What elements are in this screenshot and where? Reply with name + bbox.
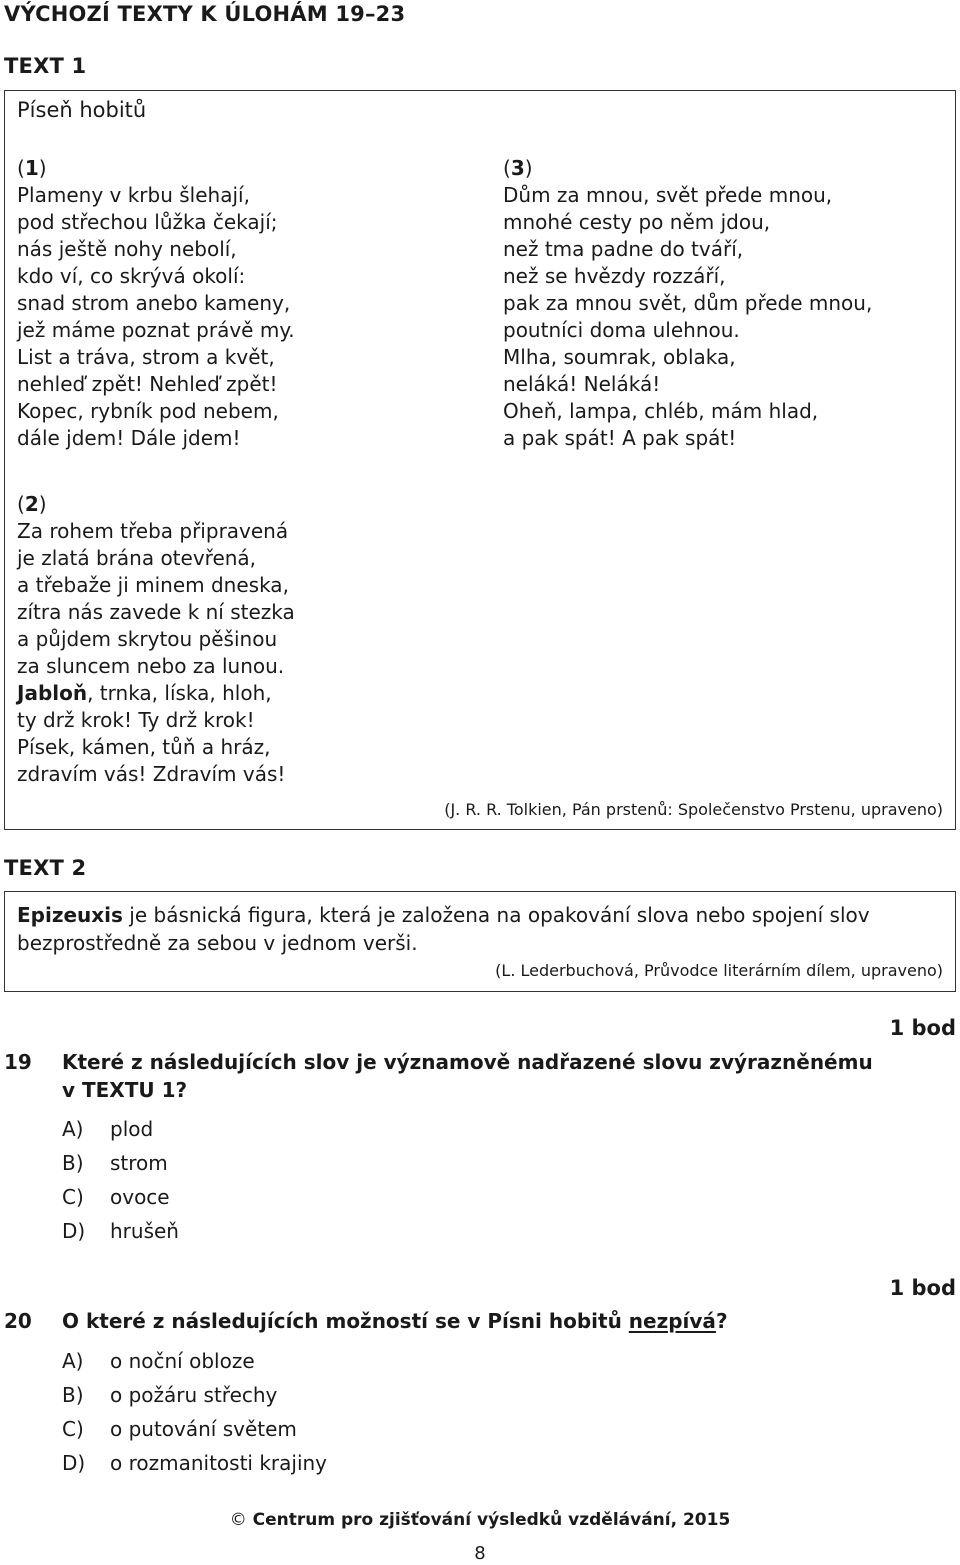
answer-option-a[interactable]: A) o noční obloze <box>62 1349 255 1373</box>
verse-line: a pak spát! A pak spát! <box>503 426 737 450</box>
text2-label: TEXT 2 <box>4 856 87 880</box>
stanza-number: (1) <box>17 156 47 180</box>
stanza-1 <box>17 155 295 452</box>
stanza-number: (3) <box>503 156 533 180</box>
stanza-2 <box>17 491 295 788</box>
answer-option-d[interactable]: D) hrušeň <box>62 1219 179 1243</box>
answer-option-d[interactable]: D) o rozmanitosti krajiny <box>62 1451 328 1475</box>
verse-line: mnohé cesty po něm jdou, <box>503 210 771 234</box>
text1-label: TEXT 1 <box>4 54 87 78</box>
verse-line: a třebaže ji minem dneska, <box>17 573 289 597</box>
answer-option-b[interactable]: B) o požáru střechy <box>62 1383 278 1407</box>
verse-line: ty drž krok! Ty drž krok! <box>17 708 255 732</box>
verse-line: zdravím vás! Zdravím vás! <box>17 762 286 786</box>
page-heading: VÝCHOZÍ TEXTY K ÚLOHÁM 19–23 <box>4 2 406 26</box>
verse-line: snad strom anebo kameny, <box>17 291 291 315</box>
verse-line: kdo ví, co skrývá okolí: <box>17 264 246 288</box>
verse-line: Kopec, rybník pod nebem, <box>17 399 279 423</box>
verse-line: Za rohem třeba připravená <box>17 519 289 543</box>
answer-option-c[interactable]: C) o putování světem <box>62 1417 297 1441</box>
footer-copyright: © Centrum pro zjišťování výsledků vzdělávání, 2015 <box>229 1510 731 1530</box>
verse-line: je zlatá brána otevřená, <box>17 546 257 570</box>
verse-line: Oheň, lampa, chléb, mám hlad, <box>503 399 819 423</box>
verse-line: Písek, kámen, tůň a hráz, <box>17 735 271 759</box>
answer-option-a[interactable]: A) plod <box>62 1117 154 1141</box>
highlighted-word: Jabloň <box>17 681 88 705</box>
definition: Epizeuxis je básnická figura, která je založena na opakování slova nebo spojení slov bezprostředně za sebou v jednom verši. <box>17 903 870 955</box>
stanza-number: (2) <box>17 492 47 516</box>
verse-line: nás ještě nohy nebolí, <box>17 237 237 261</box>
copyright-icon: © <box>229 1510 247 1530</box>
answer-option-c[interactable]: C) ovoce <box>62 1185 170 1209</box>
text2-source: (L. Lederbuchová, Průvodce literárním dílem, upraveno) <box>495 961 943 980</box>
verse-line: než tma padne do tváří, <box>503 237 744 261</box>
question-20-options <box>62 1344 327 1480</box>
verse-line: za sluncem nebo za lunou. <box>17 654 285 678</box>
text1-source: (J. R. R. Tolkien, Pán prstenů: Společenstvo Prstenu, upraveno) <box>444 800 943 819</box>
verse-line: a půjdem skrytou pěšinou <box>17 627 278 651</box>
verse-line: Dům za mnou, svět přede mnou, <box>503 183 833 207</box>
question-20-text: O které z následujících možností se v Písni hobitů nezpívá? <box>62 1309 728 1333</box>
question-19-points: 1 bod <box>889 1016 956 1040</box>
verse-line: pak za mnou svět, dům přede mnou, <box>503 291 873 315</box>
verse-line: poutníci doma ulehnou. <box>503 318 740 342</box>
stanza-3 <box>503 155 872 452</box>
verse-line: Mlha, soumrak, oblaka, <box>503 345 736 369</box>
verse-line: Plameny v krbu šlehají, <box>17 183 250 207</box>
verse-line: nehleď zpět! Nehleď zpět! <box>17 372 278 396</box>
poem-title: Píseň hobitů <box>17 98 147 122</box>
verse-line: jež máme poznat právě my. <box>17 318 295 342</box>
question-19-text: Které z následujících slov je významově nadřazené slovu zvýrazněnému v TEXTU 1? <box>62 1050 873 1102</box>
verse-line: Jabloň, trnka, líska, hloh, <box>17 681 272 705</box>
verse-line: List a tráva, strom a květ, <box>17 345 275 369</box>
verse-line: než se hvězdy rozzáří, <box>503 264 726 288</box>
page-number: 8 <box>474 1543 486 1564</box>
question-20-points: 1 bod <box>889 1276 956 1300</box>
text2-box <box>4 891 956 992</box>
verse-line: zítra nás zavede k ní stezka <box>17 600 295 624</box>
question-20-number: 20 <box>4 1309 32 1333</box>
verse-line: pod střechou lůžka čekají; <box>17 210 278 234</box>
term: Epizeuxis <box>17 903 123 927</box>
text1-box <box>4 90 956 830</box>
verse-line: neláká! Neláká! <box>503 372 661 396</box>
answer-option-b[interactable]: B) strom <box>62 1151 168 1175</box>
verse-line: dále jdem! Dále jdem! <box>17 426 241 450</box>
question-19-number: 19 <box>4 1050 32 1074</box>
question-19-options <box>62 1112 179 1248</box>
